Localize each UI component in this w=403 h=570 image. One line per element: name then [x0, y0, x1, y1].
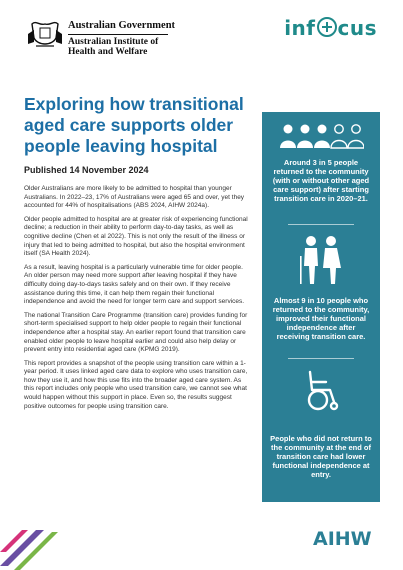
divider	[288, 224, 354, 225]
plus-circle-icon	[317, 17, 337, 37]
divider	[288, 358, 354, 359]
aihw-logo-text: AIHW	[313, 528, 372, 548]
paragraph: As a result, leaving hospital is a particularly vulnerable time for older people. An older person may need more support after leaving hospital if they have difficulty doing day-to-days tasks safely and on their own. If they receive assistance during this time, it can help them regain their functional independence and avoid the need for longer term care and support services.	[24, 263, 245, 306]
infocus-logo-part2: cus	[337, 16, 377, 40]
key-findings-panel	[262, 112, 380, 502]
people-group-icon	[278, 122, 364, 150]
wheelchair-icon	[302, 368, 342, 412]
government-logo-text	[68, 20, 175, 57]
main-content	[24, 94, 252, 416]
elderly-couple-icon	[296, 234, 346, 286]
coat-of-arms-icon	[26, 20, 64, 50]
paragraph: This report provides a snapshot of the people using transition care within a 1-year period. It uses linked aged care data to explore who uses transition care, how they use it, and how this use fits into the broader aged care system. As this report includes only people who used transition care, we cannot see what would happen without this support in place. Even so, the results suggest positive outcomes for people using transition care.	[24, 359, 248, 410]
paragraph: The national Transition Care Programme (transition care) provides funding for short-term specialised support to help older people to regain their functional independence after a hospital stay. An earlier report found that transition care enabled older people to leave hospital earlier and could also help delay or prevent entry into residential aged care (KPMG 2019).	[24, 311, 248, 354]
published-date: Published 14 November 2024	[24, 165, 149, 175]
decorative-stripes	[0, 510, 60, 570]
paragraph: Older Australians are more likely to be admitted to hospital than younger Australians. In 2022–23, 17% of Australians were aged 65 and over, yet they accounted for 44% of hospitalisations (ABS 2024, AIHW 2024a).	[24, 185, 245, 210]
aihw-logo	[313, 528, 379, 548]
gov-divider	[68, 34, 168, 35]
gov-line2: Australian Institute of	[68, 36, 159, 47]
gov-line1: Australian Government	[68, 20, 176, 31]
stat-text: People who did not return to the community at the end of transition care had lower functional independence at entry.	[270, 434, 372, 479]
page-title: Exploring how transitional aged care supports older people leaving hospital	[24, 94, 244, 156]
stat-text: Almost 9 in 10 people who returned to the community, improved their functional independence after receiving transition care.	[272, 296, 370, 341]
page-header	[0, 0, 403, 72]
paragraph: Older people admitted to hospital are at greater risk of experiencing functional decline; a reduction in their ability to perform day-to-day tasks, as well as cognitive decline (Chen et al 2022). This is not only the result of the illness or injury that led to being admitted to hospital, but also the hospital environment itself (SA Health 2024).	[24, 215, 248, 258]
gov-line3: Health and Welfare	[68, 46, 148, 57]
stat-text: Around 3 in 5 people returned to the community (with or without other aged care support) after starting transition care in 2020–21.	[272, 158, 370, 203]
infocus-logo	[284, 16, 377, 40]
infocus-logo-part1: inf	[284, 16, 316, 40]
